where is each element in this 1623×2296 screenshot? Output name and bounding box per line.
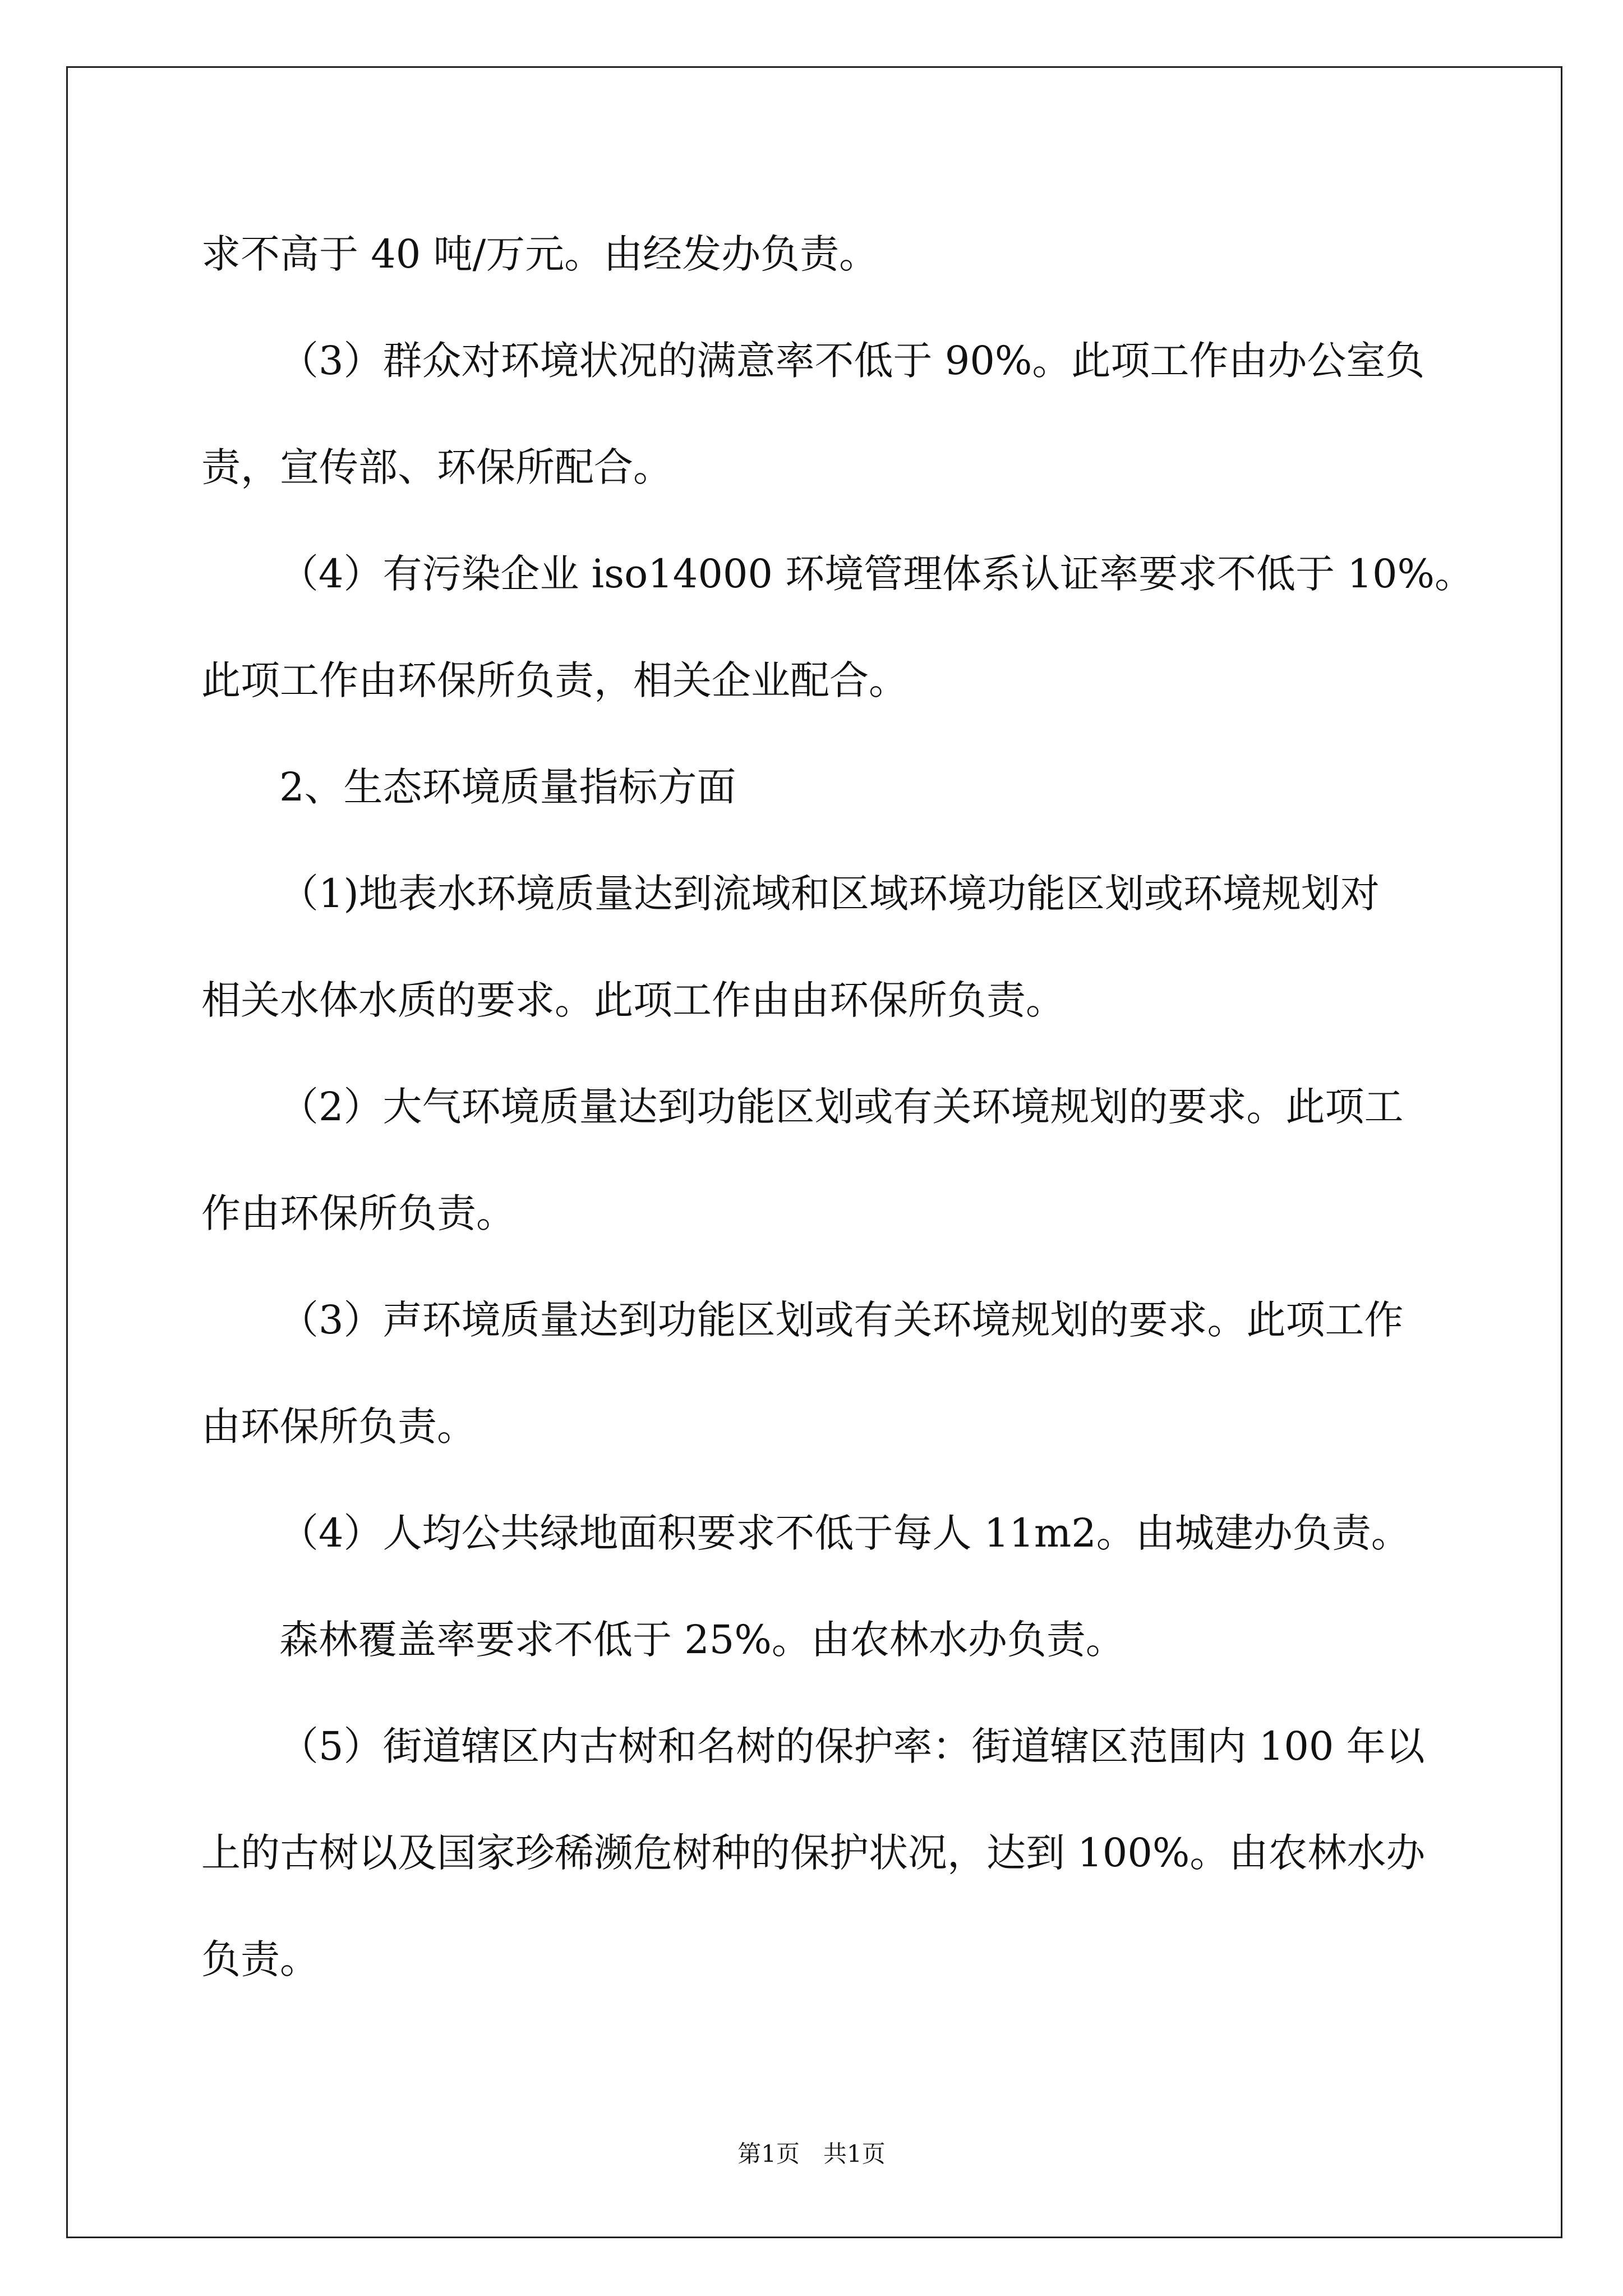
text-line: 由环保所负责。 bbox=[201, 1404, 476, 1450]
text-line: （2）大气环境质量达到功能区划或有关环境规划的要求。此项工 bbox=[279, 1084, 1404, 1130]
text-line: （4）有污染企业 iso14000 环境管理体系认证率要求不低于 10%。 bbox=[279, 551, 1474, 597]
text-line: （5）街道辖区内古树和名树的保护率：街道辖区范围内 100 年以 bbox=[279, 1723, 1425, 1769]
text-line: （4）人均公共绿地面积要求不低于每人 11m2。由城建办负责。 bbox=[279, 1510, 1410, 1556]
text-line: （3）声环境质量达到功能区划或有关环境规划的要求。此项工作 bbox=[279, 1297, 1404, 1343]
paragraph bbox=[201, 840, 1536, 1053]
text-line: 上的古树以及国家珍稀濒危树种的保护状况，达到 100%。由农林水办 bbox=[201, 1830, 1426, 1876]
text-line: 责，宣传部、环保所配合。 bbox=[201, 444, 672, 490]
text-line: 求不高于 40 吨/万元。由经发办负责。 bbox=[201, 231, 879, 277]
text-line: 负责。 bbox=[201, 1936, 319, 1982]
paragraph bbox=[201, 1480, 1536, 1586]
text-line: 作由环保所负责。 bbox=[201, 1190, 515, 1236]
text-line: 2、生态环境质量指标方面 bbox=[279, 764, 736, 810]
text-line: （3）群众对环境状况的满意率不低于 90%。此项工作由办公室负 bbox=[279, 338, 1425, 384]
paragraph bbox=[201, 521, 1536, 734]
paragraph bbox=[201, 1586, 1536, 1693]
text-line: 此项工作由环保所负责，相关企业配合。 bbox=[201, 657, 908, 703]
text-line: 森林覆盖率要求不低于 25%。由农林水办负责。 bbox=[279, 1617, 1125, 1663]
text-line: （1)地表水环境质量达到流域和区域环境功能区划或环境规划对 bbox=[279, 871, 1380, 917]
page-number-footer: 第1页 共1页 bbox=[737, 2140, 886, 2168]
document-body bbox=[201, 201, 1536, 2013]
section-heading bbox=[201, 734, 1536, 840]
paragraph bbox=[201, 307, 1536, 521]
paragraph bbox=[201, 1267, 1536, 1480]
paragraph bbox=[201, 1053, 1536, 1267]
text-line: 相关水体水质的要求。此项工作由由环保所负责。 bbox=[201, 977, 1065, 1023]
paragraph bbox=[201, 201, 1536, 307]
paragraph bbox=[201, 1693, 1536, 2013]
